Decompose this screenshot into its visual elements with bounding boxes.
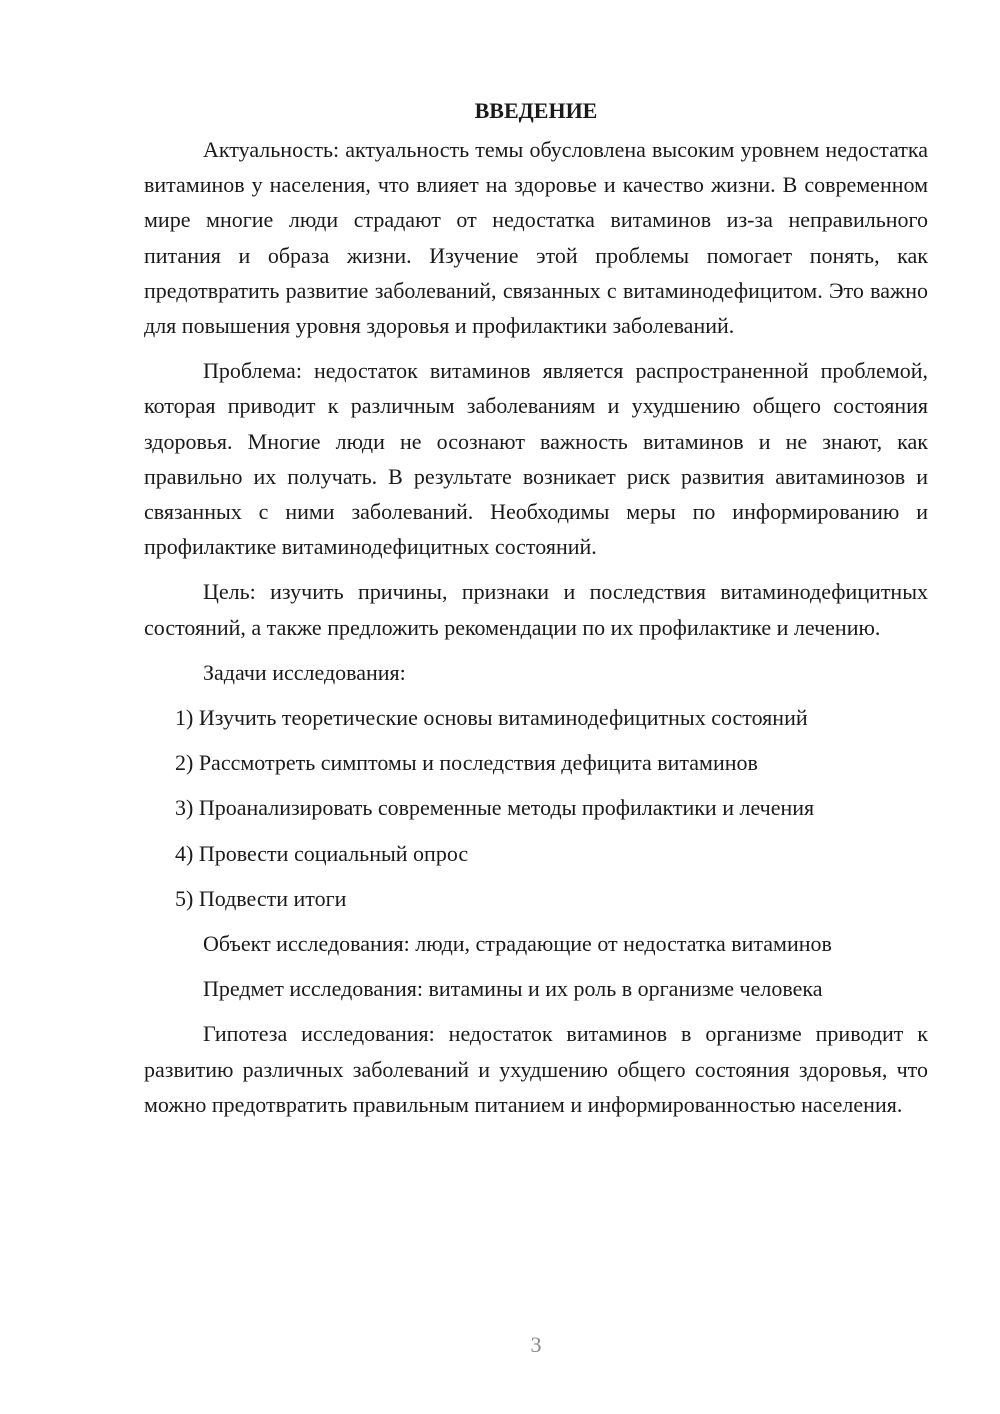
tasks-title: Задачи исследования: [203, 659, 406, 685]
task-item: 4) Провести социальный опрос [175, 840, 469, 866]
page-content [144, 96, 928, 1132]
task-item: 2) Рассмотреть симптомы и последствия дефицита витаминов [175, 750, 758, 776]
page-number: 3 [530, 1332, 542, 1357]
hypothesis-paragraph: Гипотеза исследования: недостаток витаминов в организме приводит к развитию различных заболеваний и ухудшению общего состояния здоровья, что можно предотвратить правильным питанием и информированностью населения. [144, 1021, 928, 1117]
page-title: ВВЕДЕНИЕ [474, 98, 598, 123]
research-subject-paragraph: Предмет исследования: витамины и их роль в организме человека [203, 976, 823, 1002]
task-item: 1) Изучить теоретические основы витаминодефицитных состояний [175, 705, 808, 731]
task-item: 3) Проанализировать современные методы профилактики и лечения [175, 795, 815, 821]
task-item: 5) Подвести итоги [175, 885, 347, 911]
task-list [144, 700, 928, 916]
relevance-paragraph: Актуальность: актуальность темы обусловлена высоким уровнем недостатка витаминов у населения, что влияет на здоровье и качество жизни. В современном мире многие люди страдают от недостатка витаминов из-за неправильного питания и образа жизни. Изучение этой проблемы помогает понять, как предотвратить развитие заболеваний, связанных с витаминодефицитом. Это важно для повышения уровня здоровья и профилактики заболеваний. [144, 137, 928, 339]
research-object-paragraph: Объект исследования: люди, страдающие от недостатка витаминов [203, 931, 832, 957]
goal-paragraph: Цель: изучить причины, признаки и последствия витаминодефицитных состояний, а также предложить рекомендации по их профилактике и лечению. [144, 579, 928, 640]
problem-paragraph: Проблема: недостаток витаминов является распространенной проблемой, которая приводит к различным заболеваниям и ухудшению общего состояния здоровья. Многие люди не осознают важность витаминов и не знают, как правильно их получать. В результате возникает риск развития авитаминозов и связанных с ними заболеваний. Необходимы меры по информированию и профилактике витаминодефицитных состояний. [144, 358, 928, 560]
